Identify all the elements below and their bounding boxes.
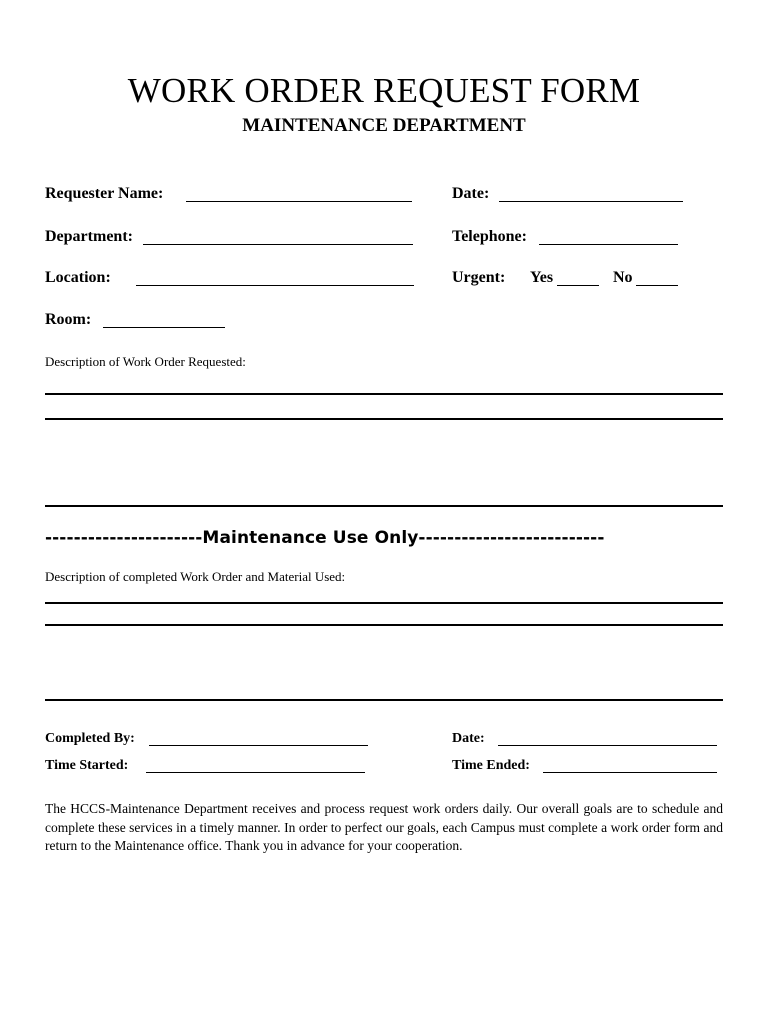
time-ended-field[interactable]	[543, 772, 717, 773]
department-field[interactable]	[143, 244, 413, 245]
time-ended-label: Time Ended:	[452, 758, 530, 773]
urgent-no-field[interactable]	[636, 285, 678, 286]
completed-description-line[interactable]	[45, 624, 723, 626]
footer-note: The HCCS-Maintenance Department receives and process request work orders daily. Our overall goals are to schedule and complete these services in a timely manner. In order to perfect our goals, each Campus must complete a work order form and return to the Maintenance office. Thank you in advance for your cooperation.	[45, 801, 723, 853]
requester-name-label: Requester Name:	[45, 185, 164, 202]
description-line[interactable]	[45, 393, 723, 395]
location-label: Location:	[45, 269, 111, 286]
department-label: Department:	[45, 228, 133, 245]
date-field[interactable]	[499, 201, 683, 202]
description-requested-label: Description of Work Order Requested:	[45, 354, 246, 369]
description-line[interactable]	[45, 505, 723, 507]
urgent-no-label: No	[613, 269, 633, 286]
requester-name-field[interactable]	[186, 201, 412, 202]
completed-by-label: Completed By:	[45, 731, 135, 746]
location-field[interactable]	[136, 285, 414, 286]
completed-description-line[interactable]	[45, 699, 723, 701]
maintenance-use-only-banner: ----------------------Maintenance Use Only--------------------------	[45, 528, 605, 548]
form-subtitle: MAINTENANCE DEPARTMENT	[242, 115, 526, 136]
completed-by-field[interactable]	[149, 745, 368, 746]
room-field[interactable]	[103, 327, 225, 328]
date-label: Date:	[452, 185, 490, 202]
description-line[interactable]	[45, 418, 723, 420]
completion-date-label: Date:	[452, 731, 485, 746]
time-started-label: Time Started:	[45, 758, 129, 773]
time-started-field[interactable]	[146, 772, 365, 773]
completed-description-line[interactable]	[45, 602, 723, 604]
urgent-yes-field[interactable]	[557, 285, 599, 286]
urgent-yes-label: Yes	[530, 269, 554, 286]
telephone-field[interactable]	[539, 244, 678, 245]
urgent-label: Urgent:	[452, 269, 506, 286]
form-title: WORK ORDER REQUEST FORM	[127, 71, 641, 110]
telephone-label: Telephone:	[452, 228, 527, 245]
room-label: Room:	[45, 311, 92, 328]
completion-date-field[interactable]	[498, 745, 717, 746]
completed-description-label: Description of completed Work Order and Material Used:	[45, 569, 346, 584]
